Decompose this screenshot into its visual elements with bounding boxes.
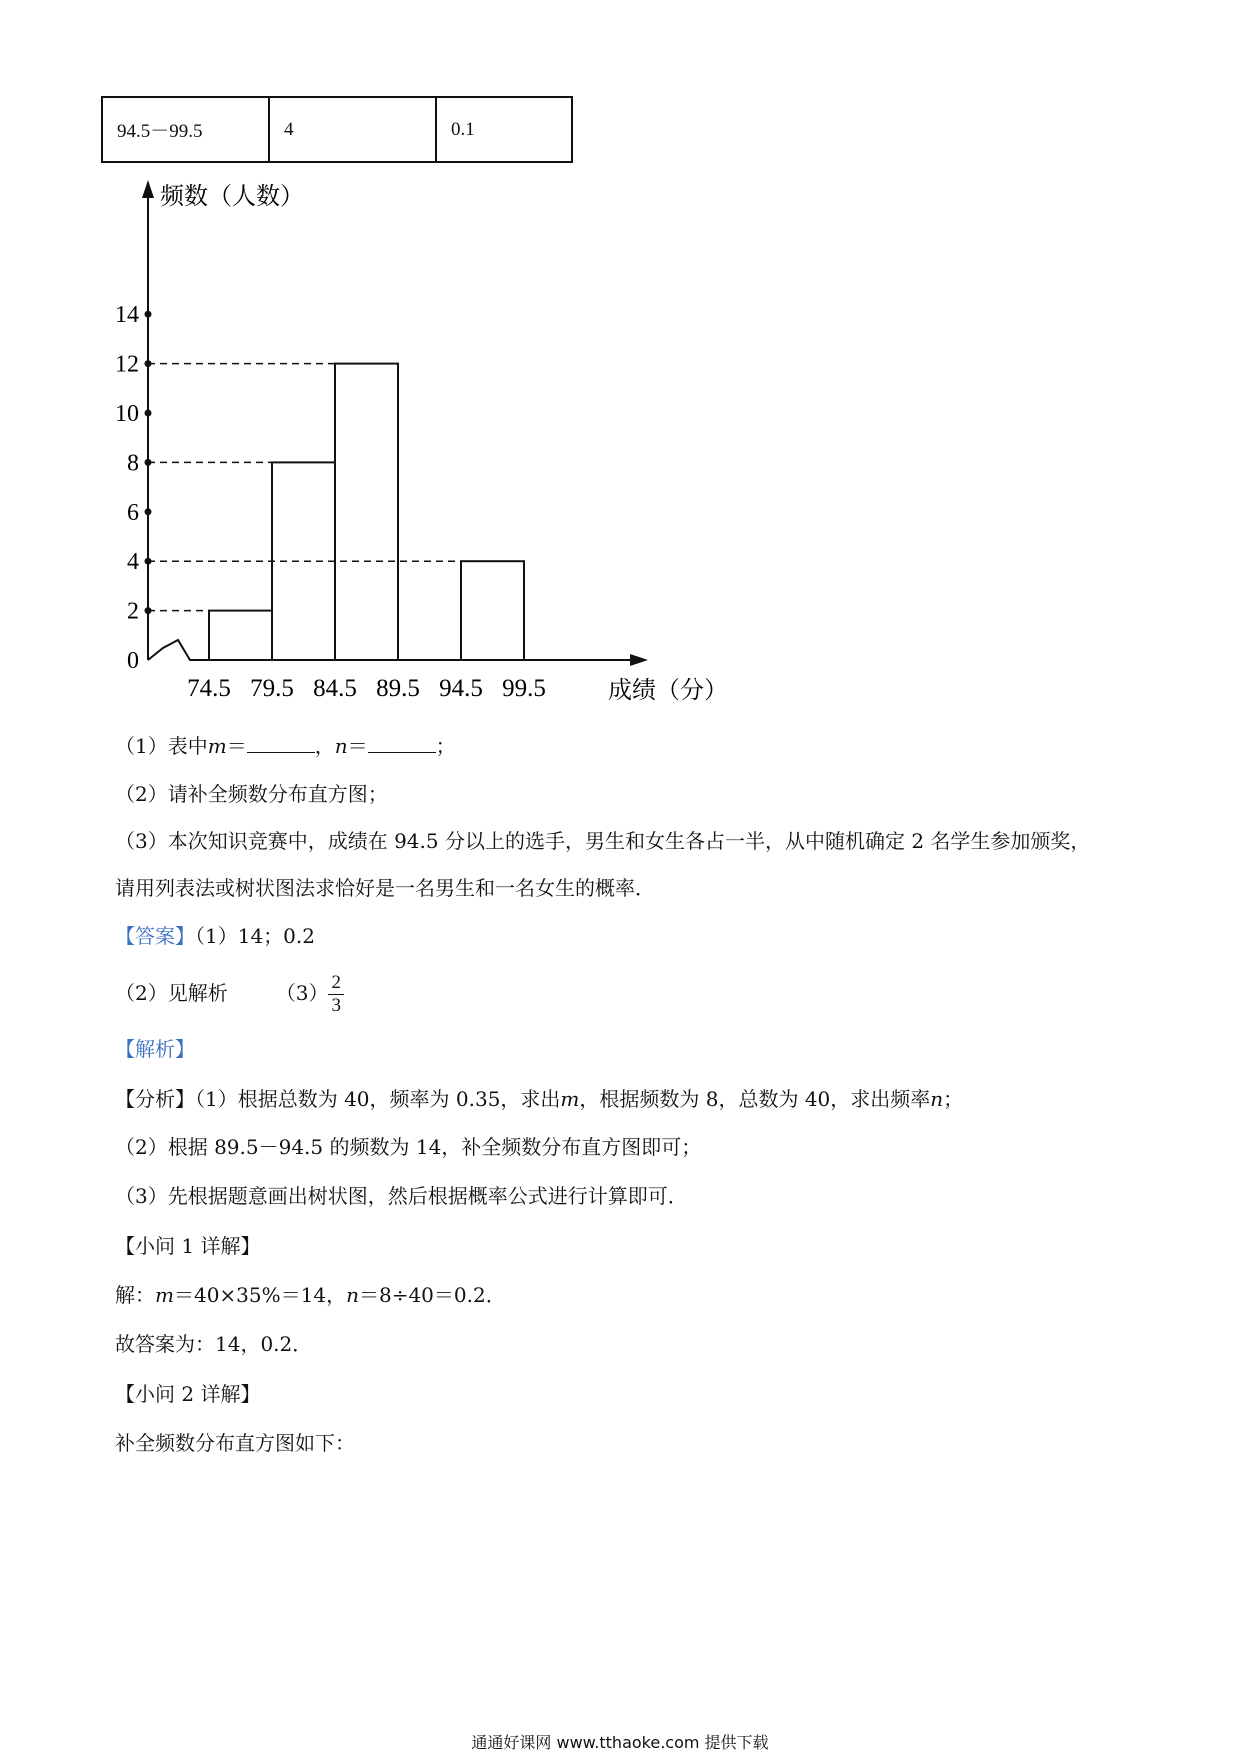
q1-var-m: m — [207, 734, 227, 758]
fenxi-1-b: ，根据频数为 8，总数为 40，求出频率 — [579, 1087, 931, 1111]
fenxi-var-n: n — [930, 1087, 944, 1111]
answer-line-1 — [115, 922, 315, 950]
fenxi-1-end: ； — [943, 1087, 964, 1111]
x-tick-label: 94.5 — [439, 675, 483, 702]
question-3-line-2: 请用列表法或树状图法求恰好是一名男生和一名女生的概率． — [115, 876, 655, 900]
histogram-bar — [335, 364, 398, 660]
solution-n-value: ＝8÷40＝0.2． — [358, 1283, 506, 1307]
fenxi-1-a: （1）根据总数为 40，频率为 0.35，求出 — [195, 1087, 561, 1111]
answer-3-fraction — [328, 972, 344, 1017]
frequency-table-row — [101, 96, 573, 163]
solution-var-n: n — [346, 1283, 359, 1307]
y-tick-label: 4 — [127, 549, 139, 576]
histogram-chart — [0, 160, 760, 720]
y-tick-label: 2 — [127, 598, 139, 625]
y-tick-label: 10 — [115, 401, 139, 427]
fenxi-var-m: m — [560, 1087, 580, 1111]
q1-eq-1: ＝ — [226, 734, 247, 758]
analysis-tag: 【解析】 — [115, 1037, 195, 1061]
y-tick-label: 14 — [115, 302, 139, 329]
blank-n — [368, 734, 436, 753]
solution-line — [115, 1281, 506, 1309]
fraction-numerator: 2 — [328, 972, 344, 995]
x-tick-label: 74.5 — [187, 675, 231, 702]
q1-prefix: （1）表中 — [115, 734, 208, 758]
q1-eq-2: ＝ — [347, 734, 368, 758]
x-axis-title: 成绩（分） — [608, 678, 728, 704]
histogram-intro-line: 补全频数分布直方图如下： — [115, 1431, 355, 1455]
y-tick-label: 6 — [127, 499, 139, 526]
table-cell-frequency: 0.1 — [436, 97, 572, 162]
x-tick-label: 99.5 — [502, 675, 546, 702]
y-tick-dot — [145, 410, 152, 417]
x-axis-arrow — [630, 654, 648, 666]
y-tick-label: 8 — [127, 450, 139, 477]
q1-end: ； — [435, 734, 456, 758]
solution-var-m: m — [155, 1283, 174, 1307]
table-row — [102, 97, 572, 162]
table-cell-count: 4 — [269, 97, 436, 162]
answer-line-2 — [115, 968, 344, 1018]
y-tick-dot — [145, 508, 152, 515]
y-tick-label: 12 — [115, 351, 139, 378]
fenxi-line-2: （2）根据 89.5－94.5 的频数为 14，补全频数分布直方图即可； — [115, 1135, 702, 1159]
y-tick-label: 0 — [127, 648, 139, 674]
x-tick-label: 84.5 — [313, 675, 357, 702]
question-2: （2）请补全频数分布直方图； — [115, 782, 388, 806]
fraction-denominator: 3 — [331, 995, 341, 1016]
histogram-bar — [461, 561, 524, 660]
answer-tag: 【答案】 — [115, 924, 195, 948]
page-footer: 通通好课网 www.tthaoke.com 提供下载 — [471, 1733, 769, 1752]
answer-1: （1）14；0.2 — [195, 924, 315, 948]
solution-m-value: ＝40×35%＝14， — [173, 1283, 347, 1307]
solution-prefix: 解： — [115, 1283, 155, 1307]
blank-m — [247, 734, 315, 753]
q1-var-n: n — [334, 734, 348, 758]
subquestion-1-heading: 【小问 1 详解】 — [115, 1234, 261, 1258]
subquestion-2-heading: 【小问 2 详解】 — [115, 1382, 261, 1406]
x-tick-label: 79.5 — [250, 675, 294, 702]
histogram-bar — [209, 611, 272, 660]
question-3-line-1: （3）本次知识竞赛中，成绩在 94.5 分以上的选手，男生和女生各占一半，从中随机确定 2 名学生参加颁奖， — [115, 829, 1091, 853]
fenxi-tag: 【分析】 — [115, 1087, 195, 1111]
final-answer-line: 故答案为：14，0.2． — [115, 1332, 313, 1356]
y-tick-dot — [145, 311, 152, 318]
answer-3-prefix: （3） — [275, 981, 329, 1005]
q1-comma: ， — [314, 734, 335, 758]
y-axis-arrow — [142, 180, 154, 198]
question-1 — [115, 732, 456, 760]
y-axis-title: 频数（人数） — [160, 184, 304, 210]
fenxi-line-3: （3）先根据题意画出树状图，然后根据概率公式进行计算即可． — [115, 1184, 688, 1208]
x-tick-label: 89.5 — [376, 675, 420, 702]
axis-break-zigzag — [148, 640, 205, 660]
fenxi-line-1 — [115, 1085, 963, 1113]
answer-2: （2）见解析 — [115, 981, 228, 1005]
table-cell-range: 94.5－99.5 — [102, 97, 269, 162]
